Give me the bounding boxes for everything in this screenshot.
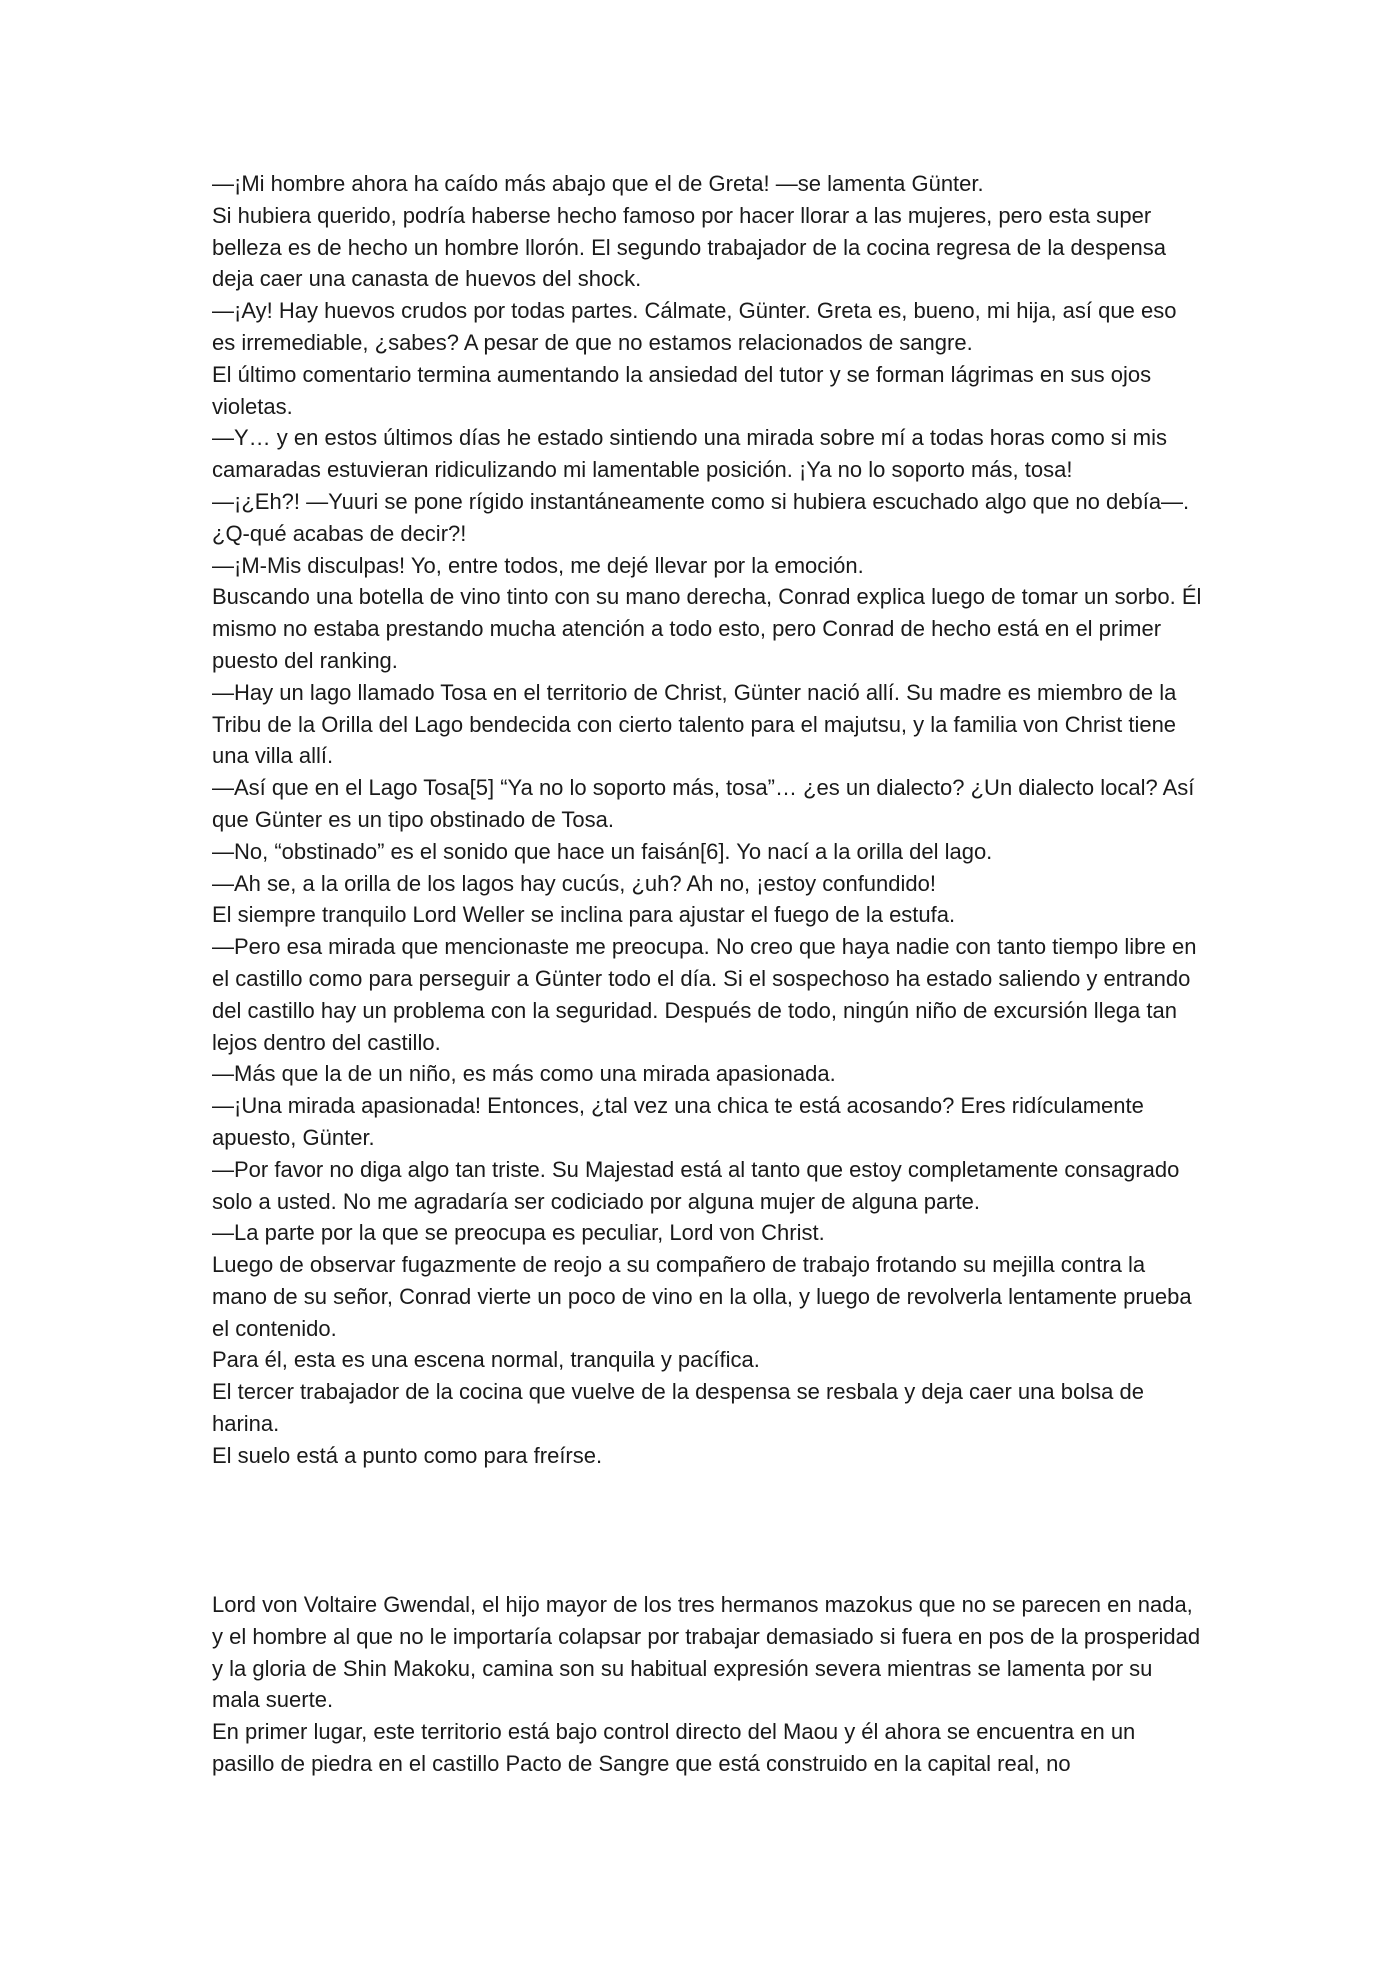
paragraph: Para él, esta es una escena normal, tranquila y pacífica. [212,1347,760,1373]
paragraph: —¡M-Mis disculpas! Yo, entre todos, me dejé llevar por la emoción. [212,552,864,578]
paragraph: —Más que la de un niño, es más como una mirada apasionada. [212,1061,836,1087]
paragraph: —Ah se, a la orilla de los lagos hay cucús, ¿uh? Ah no, ¡estoy confundido! [212,870,936,896]
paragraph: —¡Ay! Hay huevos crudos por todas partes. Cálmate, Günter. Greta es, bueno, mi hija, así que eso es irremediable, ¿sabes? A pesar de que no estamos relacionados de sangre. [212,298,1177,355]
paragraph: —La parte por la que se preocupa es peculiar, Lord von Christ. [212,1220,825,1246]
paragraph: Lord von Voltaire Gwendal, el hijo mayor de los tres hermanos mazokus que no se parecen en nada, y el hombre al que no le importaría colapsar por trabajar demasiado si fuera en pos de la prosperidad y la gloria de Shin Makoku, camina son su habitual expresión severa mientras se lamenta por su mala suerte. [212,1592,1201,1713]
paragraph: —¡¿Eh?! —Yuuri se pone rígido instantáneamente como si hubiera escuchado algo que no debía—. ¿Q-qué acabas de decir?! [212,488,1190,546]
paragraph: El tercer trabajador de la cocina que vuelve de la despensa se resbala y deja caer una bolsa de harina. [212,1379,1144,1437]
text-block-scene-kitchen [212,168,1202,1472]
paragraph: El siempre tranquilo Lord Weller se inclina para ajustar el fuego de la estufa. [212,902,956,928]
paragraph: —No, “obstinado” es el sonido que hace un faisán[6]. Yo nací a la orilla del lago. [212,838,993,864]
paragraph: —Por favor no diga algo tan triste. Su Majestad está al tanto que estoy completamente consagrado solo a usted. No me agradaría ser codiciado por alguna mujer de alguna parte. [212,1156,1180,1214]
paragraph: El último comentario termina aumentando la ansiedad del tutor y se forman lágrimas en sus ojos violetas. [212,361,1152,419]
paragraph: El suelo está a punto como para freírse. [212,1442,603,1468]
paragraph: —¡Mi hombre ahora ha caído más abajo que el de Greta! —se lamenta Günter. [212,171,984,196]
paragraph: Luego de observar fugazmente de reojo a su compañero de trabajo frotando su mejilla contra la mano de su señor, Conrad vierte un poco de vino en la olla, y luego de revolverla lentamente prueba el contenido. [212,1252,1192,1341]
paragraph: —¡Una mirada apasionada! Entonces, ¿tal vez una chica te está acosando? Eres ridículamente apuesto, Günter. [212,1093,1144,1150]
paragraph: En primer lugar, este territorio está bajo control directo del Maou y él ahora se encuentra en un pasillo de piedra en el castillo Pacto de Sangre que está construido en la capital real, no [212,1719,1136,1776]
paragraph: —Pero esa mirada que mencionaste me preocupa. No creo que haya nadie con tanto tiempo libre en el castillo como para perseguir a Günter todo el día. Si el sospechoso ha estado saliendo y entrando del castillo hay un problema con la seguridad. Después de todo, ningún niño de excursión llega tan lejos dentro del castillo. [212,934,1197,1055]
paragraph: —Y… y en estos últimos días he estado sintiendo una mirada sobre mí a todas horas como si mis camaradas estuvieran ridiculizando mi lamentable posición. ¡Ya no lo soporto más, tosa! [212,425,1168,483]
paragraph: Si hubiera querido, podría haberse hecho famoso por hacer llorar a las mujeres, pero esta super belleza es de hecho un hombre llorón. El segundo trabajador de la cocina regresa de la despensa deja caer una canasta de huevos del shock. [212,202,1166,292]
paragraph: —Hay un lago llamado Tosa en el territorio de Christ, Günter nació allí. Su madre es miembro de la Tribu de la Orilla del Lago bendecida con cierto talento para el majutsu, y la familia von Christ tiene una villa allí. [212,679,1177,769]
paragraph: —Así que en el Lago Tosa[5] “Ya no lo soporto más, tosa”… ¿es un dialecto? ¿Un dialecto local? Así que Günter es un tipo obstinado de Tosa. [212,775,1195,832]
paragraph: Buscando una botella de vino tinto con su mano derecha, Conrad explica luego de tomar un sorbo. Él mismo no estaba prestando mucha atención a todo esto, pero Conrad de hecho está en el primer puesto del ranking. [212,584,1202,673]
text-block-scene-gwendal [212,1589,1202,1780]
